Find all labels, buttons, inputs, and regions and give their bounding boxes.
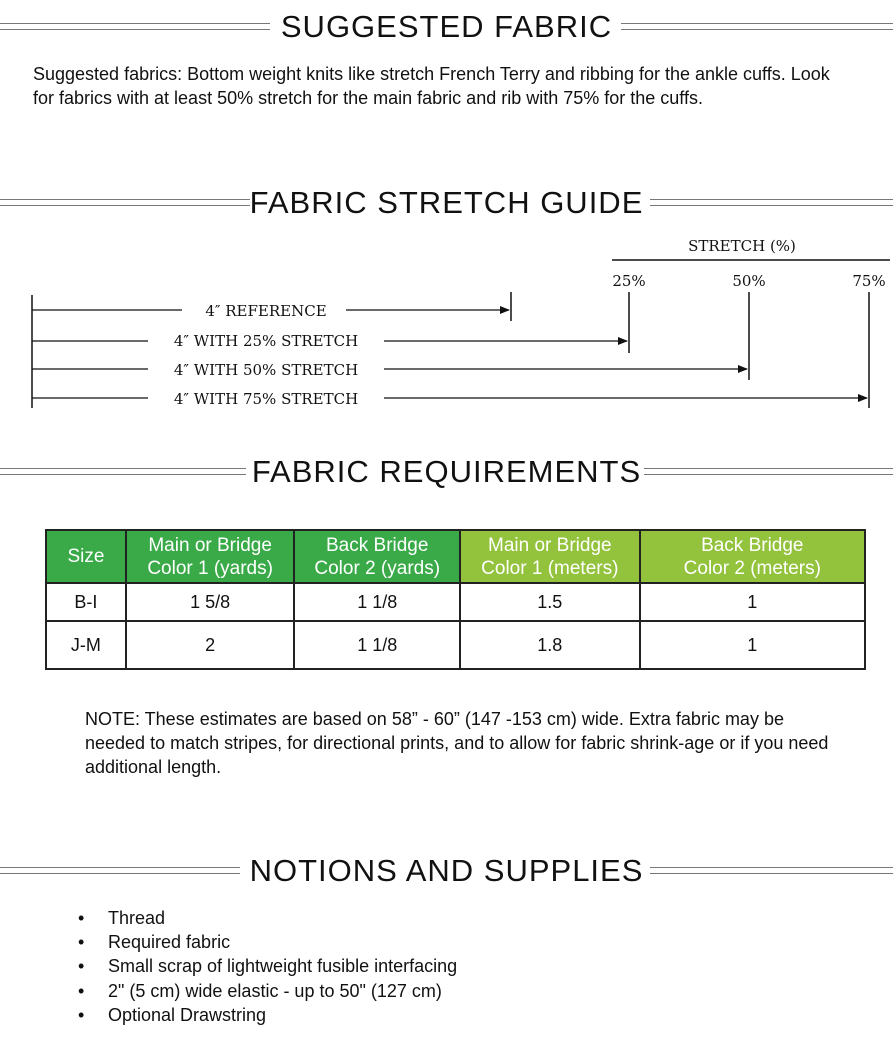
requirements-note: NOTE: These estimates are based on 58” - 60” (147 -153 cm) wide. Extra fabric may be needed to match stripes, for directional prints, and to allow for fabric shrink-age or if you need additional length. — [85, 709, 829, 777]
list-item: • Required fabric — [78, 930, 457, 954]
tick-label-25: 25% — [612, 272, 646, 290]
suggested-fabric-text: Suggested fabrics: Bottom weight knits like stretch French Terry and ribbing for the ankle cuffs. Look for fabrics with at least 50% stretch for the main fabric and rib with 75% for the cuffs. — [33, 64, 830, 108]
cell-main-meters: 1.5 — [460, 583, 640, 621]
reference-label: 4″ REFERENCE — [205, 302, 327, 320]
tick-label-75: 75% — [852, 272, 886, 290]
cell-main-meters: 1.8 — [460, 621, 640, 669]
header-back-yards: Back Bridge Color 2 (yards) — [294, 530, 460, 583]
bullet-icon: • — [78, 932, 85, 953]
header-main-yards: Main or Bridge Color 1 (yards) — [126, 530, 295, 583]
cell-back-meters: 1 — [640, 621, 865, 669]
header-main-meters: Main or Bridge Color 1 (meters) — [460, 530, 640, 583]
bullet-icon: • — [78, 956, 85, 977]
table-row — [46, 583, 865, 621]
cell-back-yards: 1 1/8 — [294, 583, 460, 621]
section-header-suggested-fabric — [0, 7, 893, 47]
tick-label-50: 50% — [732, 272, 766, 290]
stretch-75-label: 4″ WITH 75% STRETCH — [173, 390, 359, 408]
list-item: • Optional Drawstring — [78, 1003, 457, 1027]
section-header-fabric-requirements — [0, 452, 893, 492]
stretch-guide-diagram — [0, 225, 893, 415]
list-item: • 2" (5 cm) wide elastic - up to 50" (127 cm) — [78, 979, 457, 1003]
section-header-notions — [0, 851, 893, 891]
header-size: Size — [46, 530, 126, 583]
cell-size: B-I — [46, 583, 126, 621]
stretch-50-label: 4″ WITH 50% STRETCH — [173, 361, 359, 379]
table-header-row — [46, 530, 865, 583]
bullet-icon: • — [78, 1004, 85, 1025]
cell-main-yards: 1 5/8 — [126, 583, 295, 621]
list-item: • Small scrap of lightweight fusible interfacing — [78, 954, 457, 978]
cell-back-meters: 1 — [640, 583, 865, 621]
table-row — [46, 621, 865, 669]
section-title: SUGGESTED FABRIC — [280, 9, 613, 44]
cell-size: J-M — [46, 621, 126, 669]
fabric-requirements-table — [45, 529, 866, 670]
bullet-icon: • — [78, 908, 85, 928]
bullet-icon: • — [78, 980, 85, 1001]
section-header-stretch-guide — [0, 183, 893, 223]
list-item: • Thread — [78, 906, 457, 930]
section-title: FABRIC REQUIREMENTS — [251, 454, 642, 489]
header-back-meters: Back Bridge Color 2 (meters) — [640, 530, 865, 583]
section-title: FABRIC STRETCH GUIDE — [249, 185, 644, 220]
stretch-25-label: 4″ WITH 25% STRETCH — [173, 332, 359, 350]
section-title: NOTIONS AND SUPPLIES — [249, 853, 644, 888]
stretch-axis-label: STRETCH (%) — [688, 237, 796, 255]
cell-back-yards: 1 1/8 — [294, 621, 460, 669]
cell-main-yards: 2 — [126, 621, 295, 669]
notions-list — [78, 906, 457, 1027]
